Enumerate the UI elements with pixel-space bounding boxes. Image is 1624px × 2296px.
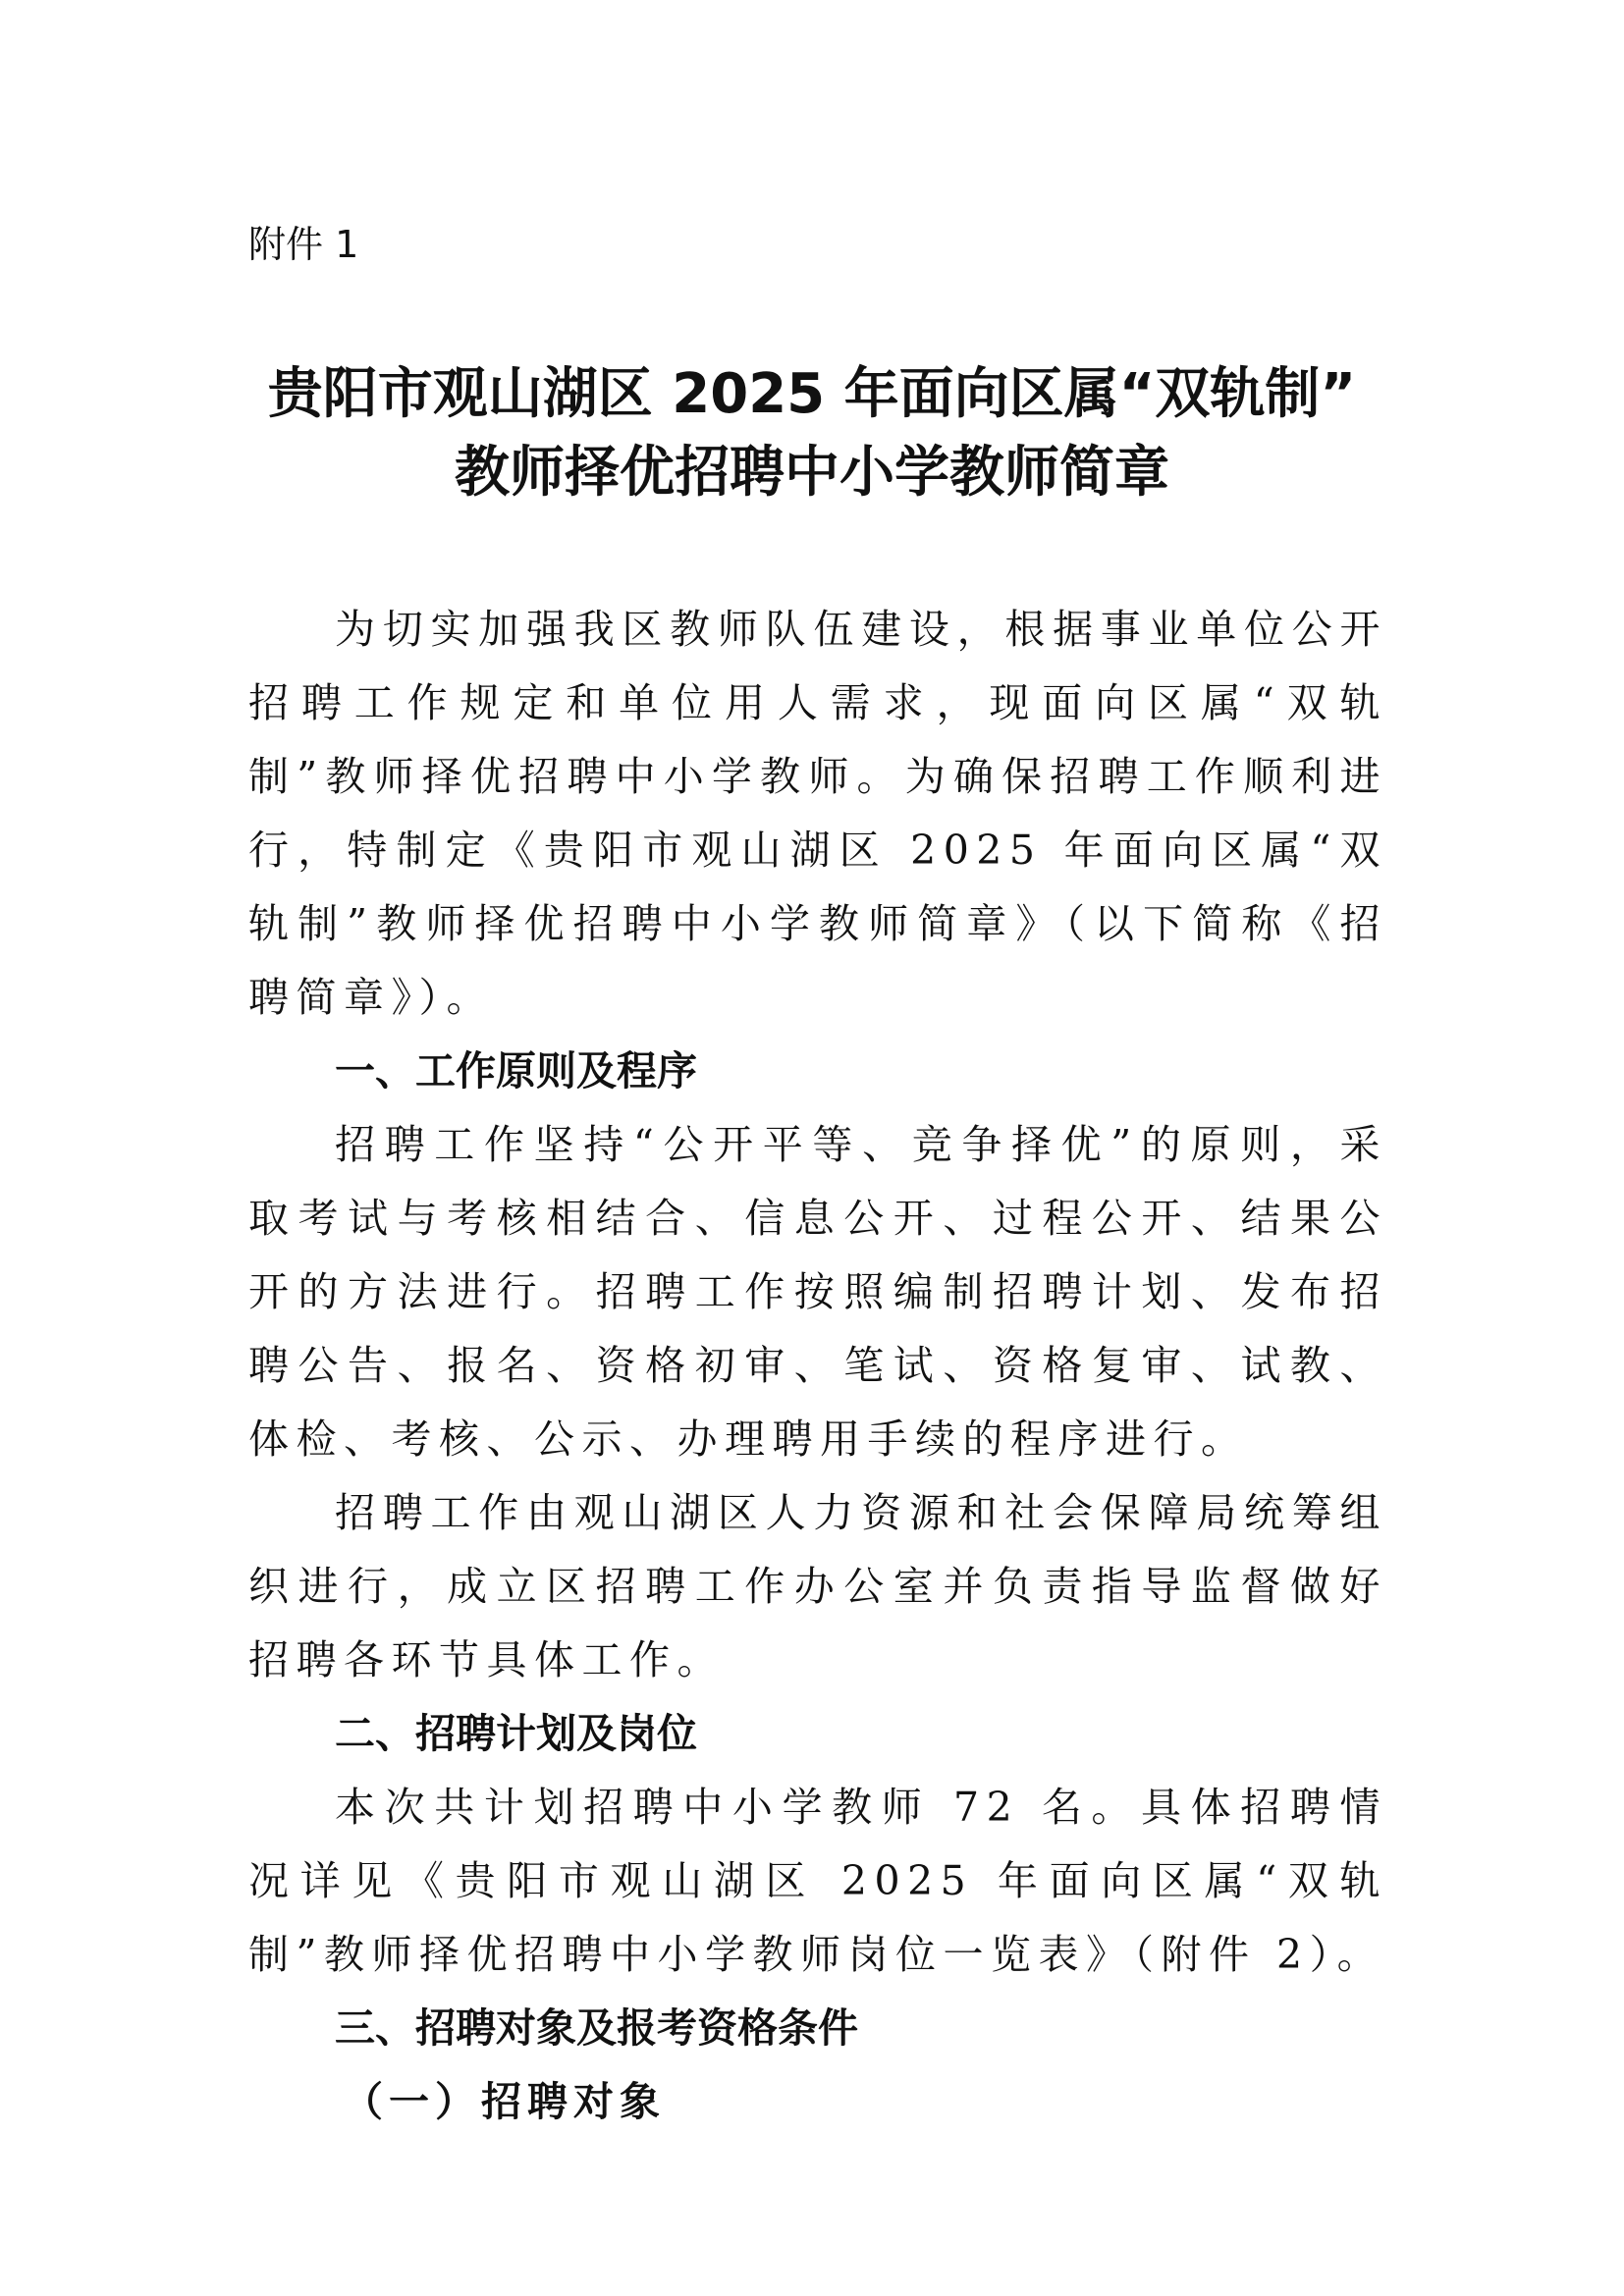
section-2-paragraph-1: 本次共计划招聘中小学教师 72 名。具体招聘情况详见《贵阳市观山湖区 2025 年面向区属“双轨制”教师择优招聘中小学教师岗位一览表》（附件 2）。 — [248, 1784, 1387, 1978]
document-title-line-2: 教师择优招聘中小学教师简章 — [455, 441, 1169, 505]
section-heading-2: 二、招聘计划及岗位 — [335, 1710, 697, 1757]
section-heading-3: 三、招聘对象及报考资格条件 — [335, 2004, 858, 2052]
attachment-label: 附件 1 — [248, 223, 359, 266]
subsection-heading-1: （一）招聘对象 — [343, 2078, 666, 2125]
section-heading-1: 一、工作原则及程序 — [335, 1047, 697, 1095]
section-1-paragraph-1: 招聘工作坚持“公开平等、竞争择优”的原则，采取考试与考核相结合、信息公开、过程公开、结果公开的方法进行。招聘工作按照编制招聘计划、发布招聘公告、报名、资格初审、笔试、资格复审、试教、体检、考核、公示、办理聘用手续的程序进行。 — [248, 1121, 1387, 1463]
section-1-paragraph-2: 招聘工作由观山湖区人力资源和社会保障局统筹组织进行，成立区招聘工作办公室并负责指导监督做好招聘各环节具体工作。 — [248, 1489, 1387, 1683]
document-title-line-1: 贵阳市观山湖区 2025 年面向区属“双轨制” — [267, 362, 1357, 426]
intro-paragraph: 为切实加强我区教师队伍建设，根据事业单位公开招聘工作规定和单位用人需求，现面向区属“双轨制”教师择优招聘中小学教师。为确保招聘工作顺利进行，特制定《贵阳市观山湖区 2025 年面向区属“双轨制”教师择优招聘中小学教师简章》（以下简称《招聘简章》）。 — [248, 606, 1387, 1021]
document-body — [248, 593, 1387, 2139]
